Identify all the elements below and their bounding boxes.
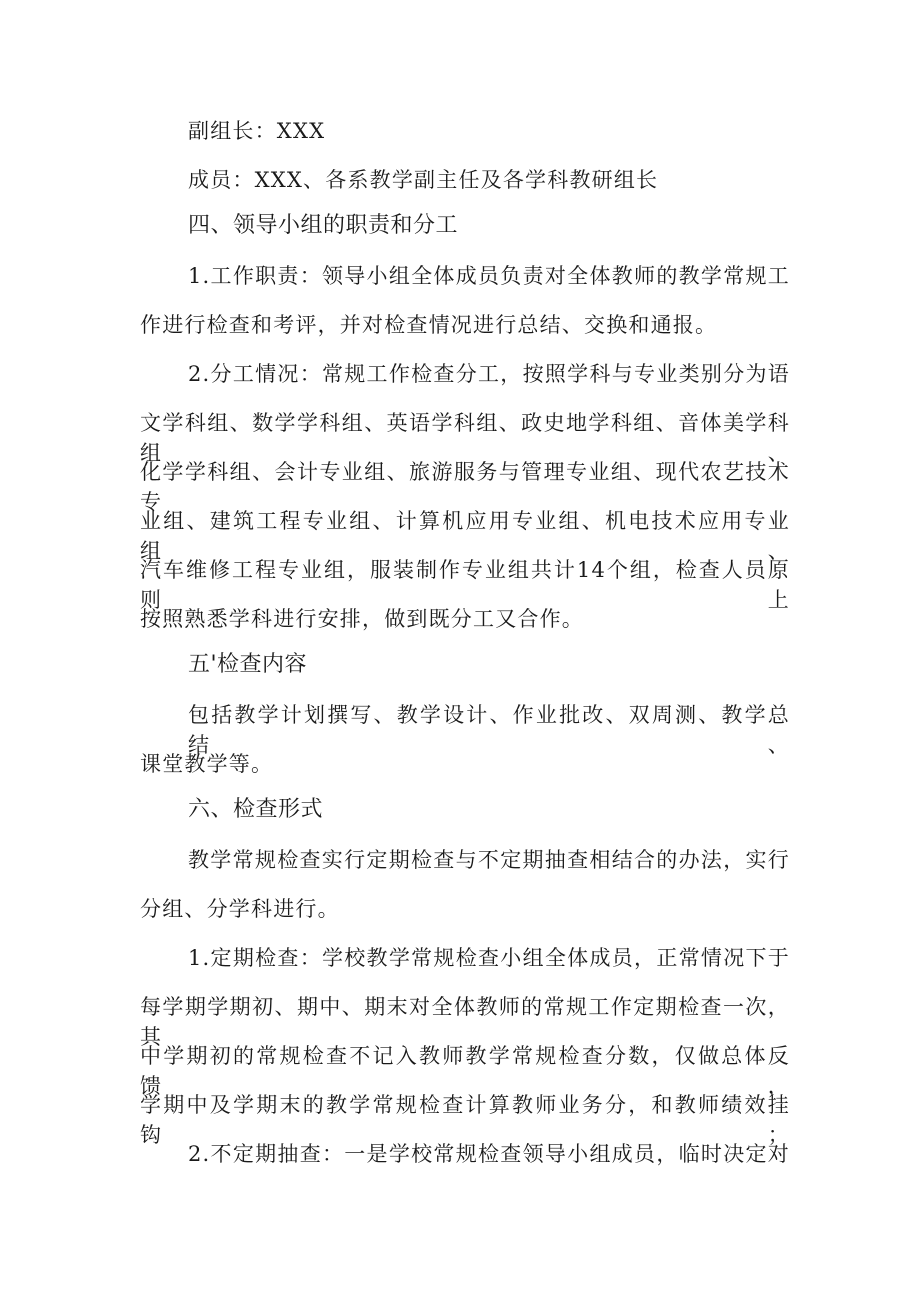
paragraph-line: 2.分工情况：常规工作检查分工，按照学科与专业类别分为语 [188,362,790,386]
paragraph-line: 教学常规检查实行定期检查与不定期抽查相结合的办法，实行 [188,848,790,872]
paragraph-line: 中学期初的常规检查不记入教师教学常规检查分数，仅做总体反馈， [140,1044,790,1098]
members-line: 成员：XXX、各系教学副主任及各学科教研组长 [188,168,659,192]
section-heading-6: 六、检查形式 [188,797,324,822]
paragraph-line: 汽车维修工程专业组，服装制作专业组共计14个组，检查人员原则上 [140,558,790,612]
paragraph-line: 分组、分学科进行。 [140,897,340,921]
paragraph-line: 每学期学期初、期中、期末对全体教师的常规工作定期检查一次，其 [140,995,790,1049]
section-heading-4: 四、领导小组的职责和分工 [188,213,459,238]
paragraph-line: 2.不定期抽查：一是学校常规检查领导小组成员，临时决定对 [188,1142,790,1166]
paragraph-line: 1.工作职责：领导小组全体成员负责对全体教师的教学常规工 [188,264,790,288]
paragraph-line: 化学学科组、会计专业组、旅游服务与管理专业组、现代农艺技术专 [140,460,790,514]
paragraph-line: 包括教学计划撰写、教学设计、作业批改、双周测、教学总结、 [188,703,790,757]
paragraph-line: 课堂教学等。 [140,752,274,776]
paragraph-line: 作进行检查和考评，并对检查情况进行总结、交换和通报。 [140,313,718,337]
vice-leader-line: 副组长：XXX [188,119,326,143]
paragraph-line: 按照熟悉学科进行安排，做到既分工又合作。 [140,607,584,631]
paragraph-line: 学期中及学期末的教学常规检查计算教师业务分，和教师绩效挂钩； [140,1093,790,1147]
section-heading-5: 五'检查内容 [188,652,308,677]
paragraph-line: 业组、建筑工程专业组、计算机应用专业组、机电技术应用专业组、 [140,509,790,563]
paragraph-line: 文学科组、数学学科组、英语学科组、政史地学科组、音体美学科组、 [140,411,790,465]
paragraph-line: 1.定期检查：学校教学常规检查小组全体成员，正常情况下于 [188,946,790,970]
